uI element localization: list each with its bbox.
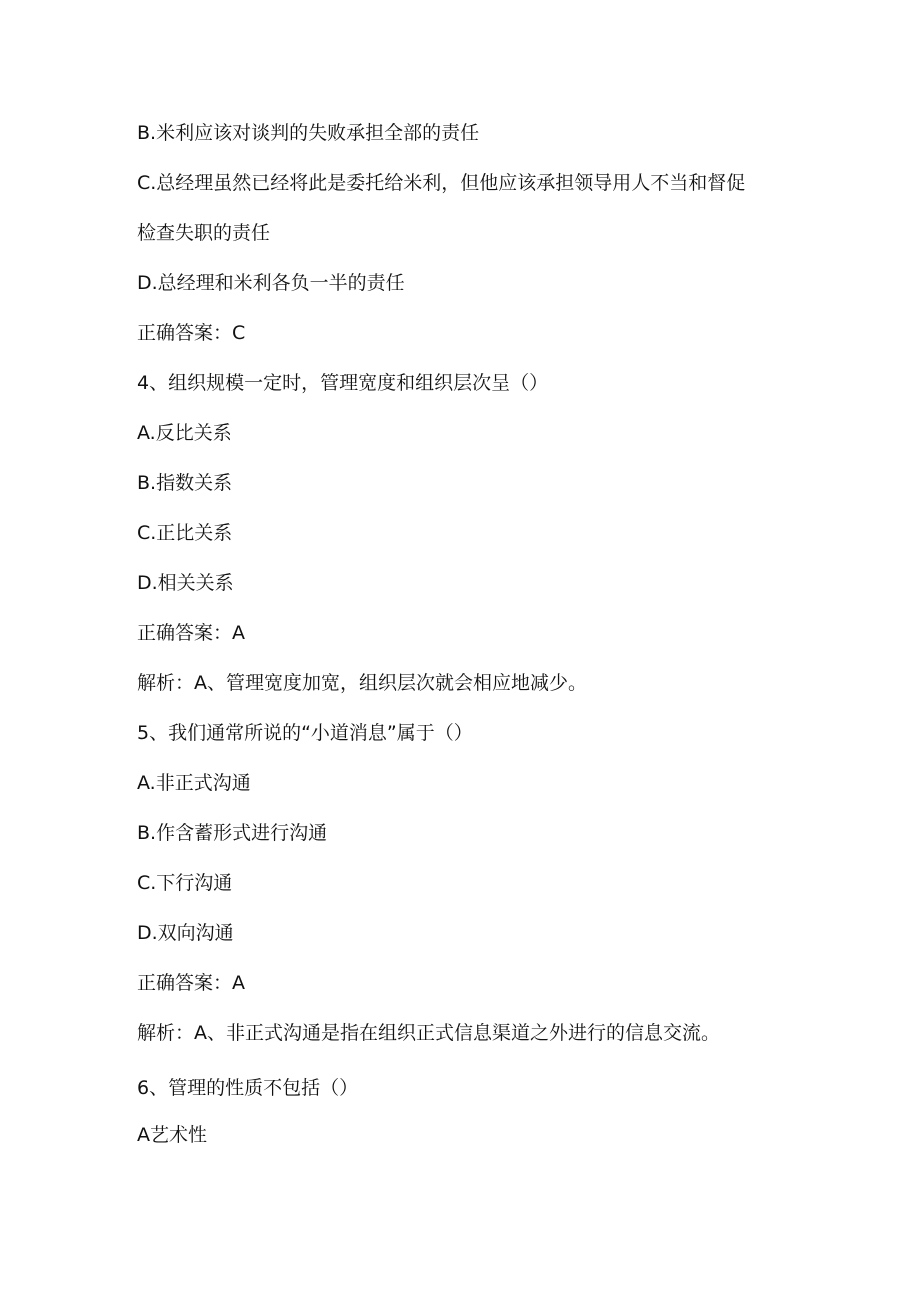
question-4-option-a: A.反比关系 bbox=[137, 422, 232, 444]
option-c-line: C.总经理虽然已经将此是委托给米利，但他应该承担领导用人不当和督促 bbox=[137, 172, 746, 194]
question-5-explanation: 解析：A、非正式沟通是指在组织正式信息渠道之外进行的信息交流。 bbox=[137, 1022, 720, 1044]
question-5-option-a: A.非正式沟通 bbox=[137, 772, 251, 794]
question-4-option-c: C.正比关系 bbox=[137, 522, 233, 544]
question-5-answer: 正确答案：A bbox=[137, 972, 245, 994]
question-5: 5、我们通常所说的“小道消息”属于（） bbox=[137, 722, 473, 744]
question-4-option-b: B.指数关系 bbox=[137, 472, 233, 494]
option-d-line: D.总经理和米利各负一半的责任 bbox=[137, 272, 405, 294]
question-6-option-a: A艺术性 bbox=[137, 1124, 207, 1146]
question-5-option-c: C.下行沟通 bbox=[137, 872, 233, 894]
option-b-line: B.米利应该对谈判的失败承担全部的责任 bbox=[137, 122, 480, 144]
question-5-option-d: D.双向沟通 bbox=[137, 922, 234, 944]
question-4-answer: 正确答案：A bbox=[137, 622, 245, 644]
answer-line: 正确答案：C bbox=[137, 322, 246, 344]
question-4-explanation: 解析：A、管理宽度加宽，组织层次就会相应地减少。 bbox=[137, 672, 587, 694]
question-5-option-b: B.作含蓄形式进行沟通 bbox=[137, 822, 328, 844]
question-6: 6、管理的性质不包括（） bbox=[137, 1077, 359, 1099]
question-4: 4、组织规模一定时，管理宽度和组织层次呈（） bbox=[137, 372, 549, 394]
option-c-continuation-line: 检查失职的责任 bbox=[137, 222, 271, 244]
question-4-option-d: D.相关关系 bbox=[137, 572, 234, 594]
